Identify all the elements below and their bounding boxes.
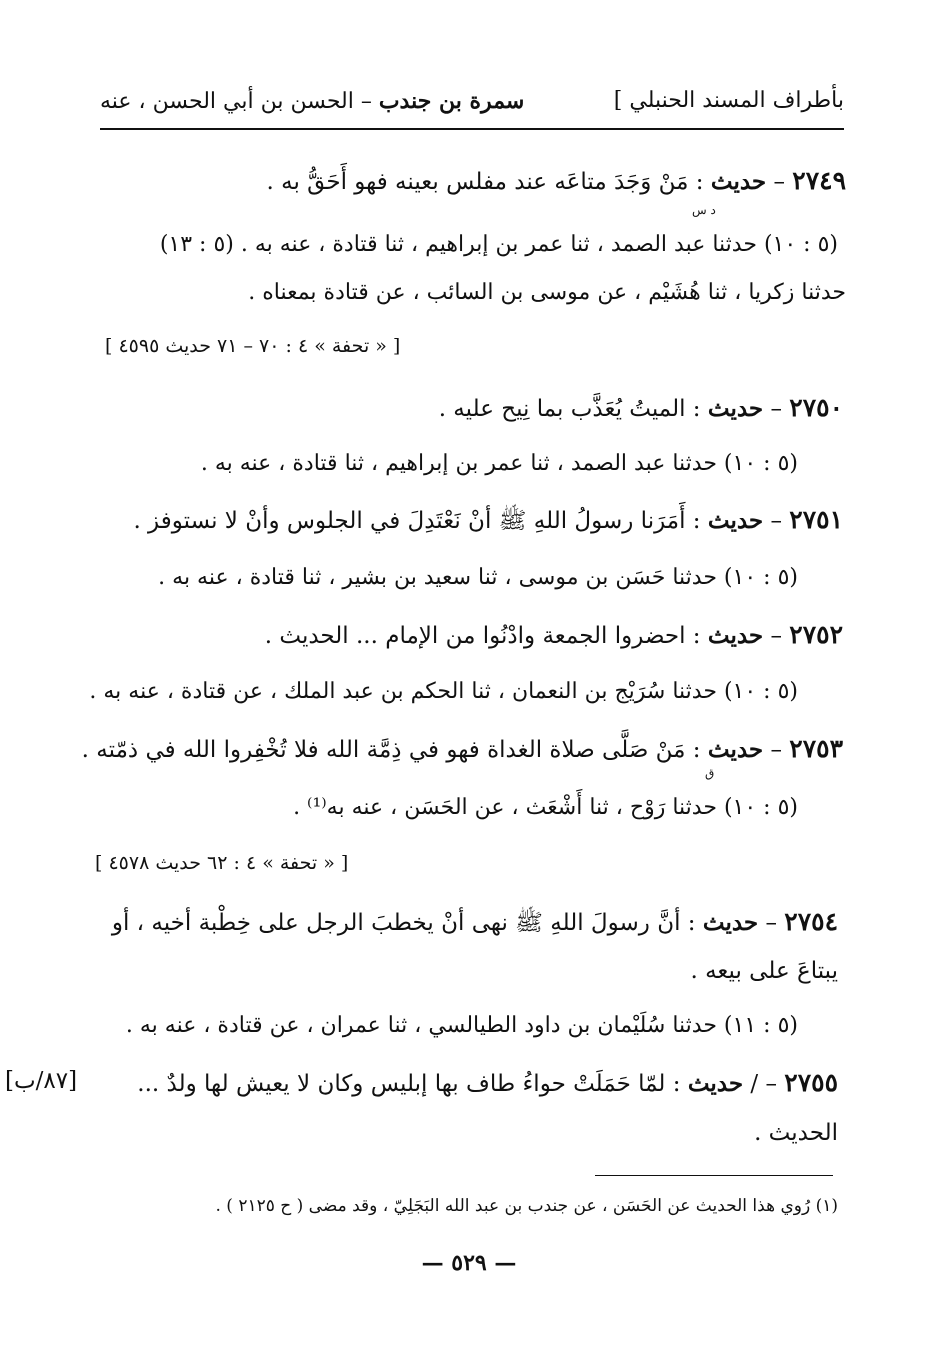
hadith-line: ٢٧٥٣ – حديث : مَنْ صَلَّى صلاة الغداة فهو في ذِمَّة الله فلا تُخْفِروا الله في ذمّته .	[81, 734, 843, 763]
source-line: (٥ : ١١) حدثنا سُلَيْمان بن داود الطيالسي ، ثنا عمران ، عن قتادة ، عنه به .	[125, 1013, 798, 1038]
hadith-continuation: يبتاعَ على بيعه .	[690, 958, 838, 984]
hadith-text: : أَمَرَنا رسولُ اللهِ ﷺ أنْ نَعْتَدِلَ في الجلوس وأنْ لا نستوفز .	[133, 508, 708, 534]
hadith-continuation: الحديث .	[754, 1120, 838, 1146]
hadith-number: ٢٧٥٠	[789, 393, 843, 422]
hadith-line: ٢٧٥٠ – حديث : الميتُ يُعَذَّب بما نِيح عليه .	[438, 393, 843, 422]
header-chapter	[100, 88, 524, 114]
hadith-keyword: حديث	[707, 622, 764, 649]
hadith-number: ٢٧٥١	[789, 505, 843, 534]
hadith-number: ٢٧٥٥	[784, 1068, 838, 1097]
source-line: (٥ : ١٠) حدثنا رَوْح ، ثنا أَشْعَث ، عن الحَسَن ، عنه به⁽¹⁾ .	[293, 795, 798, 820]
hadith-text: : مَنْ صَلَّى صلاة الغداة فهو في ذِمَّة الله فلا تُخْفِروا الله في ذمّته .	[81, 737, 708, 763]
hadith-text: : الميتُ يُعَذَّب بما نِيح عليه .	[438, 396, 708, 422]
hadith-prefix: – /	[743, 1071, 785, 1097]
header-book-title: بأطراف المسند الحنبلي ]	[613, 88, 844, 113]
hadith-text: : لمّا حَمَلَتْ حواءُ طاف بها إبليس وكان لا يعيش لها ولدٌ ...	[137, 1071, 688, 1097]
hadith-line: ٢٧٤٩ – حديث : مَنْ وَجَدَ متاعَه عند مفلس بعينه فهو أَحَقُّ به .	[266, 166, 846, 195]
hadith-keyword: حديث	[710, 168, 767, 195]
sigla: د س	[692, 203, 716, 217]
footnote-separator	[595, 1175, 833, 1176]
hadith-number: ٢٧٥٣	[789, 734, 843, 763]
running-header	[100, 88, 844, 130]
hadith-line: ٢٧٥١ – حديث : أَمَرَنا رسولُ اللهِ ﷺ أنْ نَعْتَدِلَ في الجلوس وأنْ لا نستوفز .	[133, 505, 843, 534]
footnote: (١) رُوي هذا الحديث عن الحَسَن ، عن جندب بن عبد الله البَجَلِيّ ، وقد مضى ( ح ٢١٢٥ ) .	[215, 1196, 838, 1216]
hadith-line: ٢٧٥٤ – حديث : أنَّ رسولَ اللهِ ﷺ نهى أنْ يخطبَ الرجل على خِطْبة أخيه ، أو	[111, 907, 838, 936]
tuhfa-reference: [ « تحفة » ٤ : ٧٠ – ٧١ حديث ٤٥٩٥ ]	[105, 335, 401, 357]
hadith-text: : احضروا الجمعة وادْنُوا من الإمام ... الحديث .	[264, 623, 708, 649]
header-chapter-rest: – الحسن بن أبي الحسن ، عنه	[100, 89, 379, 114]
hadith-keyword: حديث	[687, 1070, 744, 1097]
page-number: — ٥٢٩ —	[421, 1250, 517, 1276]
hadith-keyword: حديث	[707, 736, 764, 763]
source-line: (٥ : ١٠) حدثنا حَسَن بن موسى ، ثنا سعيد بن بشير ، ثنا قتادة ، عنه به .	[158, 565, 798, 590]
hadith-keyword: حديث	[702, 909, 759, 936]
source-line: حدثنا زكريا ، ثنا هُشَيْم ، عن موسى بن السائب ، عن قتادة بمعناه .	[248, 280, 846, 305]
folio-marker: [٨٧/ب]	[5, 1068, 78, 1094]
hadith-line: ٢٧٥٢ – حديث : احضروا الجمعة وادْنُوا من الإمام ... الحديث .	[264, 620, 843, 649]
hadith-number: ٢٧٥٤	[784, 907, 838, 936]
sigla: ق	[705, 766, 715, 780]
hadith-text: : أنَّ رسولَ اللهِ ﷺ نهى أنْ يخطبَ الرجل على خِطْبة أخيه ، أو	[111, 910, 703, 936]
header-chapter-bold: سمرة بن جندب	[378, 88, 525, 114]
tuhfa-reference: [ « تحفة » ٤ : ٦٢ حديث ٤٥٧٨ ]	[95, 852, 349, 874]
hadith-number: ٢٧٥٢	[789, 620, 843, 649]
hadith-line	[137, 1068, 838, 1097]
source-line: (٥ : ١٠) حدثنا عبد الصمد ، ثنا عمر بن إبراهيم ، ثنا قتادة ، عنه به .	[200, 451, 798, 476]
hadith-number: ٢٧٤٩	[792, 166, 846, 195]
hadith-keyword: حديث	[707, 395, 764, 422]
hadith-text: : مَنْ وَجَدَ متاعَه عند مفلس بعينه فهو أَحَقُّ به .	[266, 169, 711, 195]
hadith-keyword: حديث	[707, 507, 764, 534]
source-line: (٥ : ١٠) حدثنا عبد الصمد ، ثنا عمر بن إبراهيم ، ثنا قتادة ، عنه به . (٥ : ١٣)	[159, 232, 838, 257]
source-line: (٥ : ١٠) حدثنا سُرَيْج بن النعمان ، ثنا الحكم بن عبد الملك ، عن قتادة ، عنه به .	[89, 679, 798, 704]
